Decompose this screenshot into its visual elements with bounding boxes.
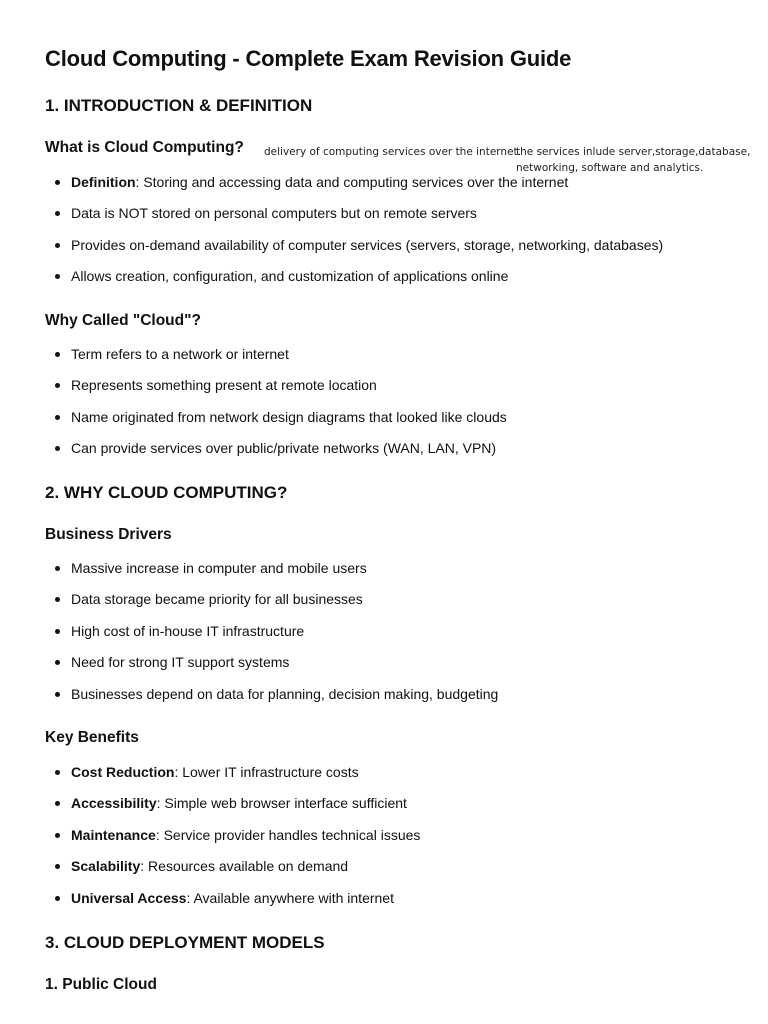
bullet-dot-icon: [55, 415, 60, 420]
list-item: [0, 793, 420, 824]
list-item: [0, 888, 420, 919]
bullet-dot-icon: [55, 383, 60, 388]
item-text: Data is NOT stored on personal computers but on remote servers: [71, 205, 477, 222]
term-label: Scalability: [71, 858, 141, 875]
term-label: Universal Access: [71, 889, 187, 906]
bullet-dot-icon: [55, 566, 60, 571]
handwritten-note-services-line-1: the services inlude server,storage,database,: [516, 146, 751, 158]
list-item: [0, 825, 420, 856]
bullet-dot-icon: [55, 833, 60, 838]
list-item: [0, 407, 507, 438]
item-text: Name originated from network design diagrams that looked like clouds: [71, 408, 507, 425]
item-text: : Storing and accessing data and computing services over the internet: [135, 174, 569, 190]
term-label: Accessibility: [71, 795, 157, 812]
subheading-why-called-cloud: Why Called "Cloud"?: [45, 312, 201, 329]
item-text: Massive increase in computer and mobile users: [71, 560, 367, 576]
list-item: [0, 203, 663, 234]
item-text: : Service provider handles technical issues: [155, 826, 421, 843]
item-text: Need for strong IT support systems: [71, 654, 290, 671]
bullet-dot-icon: [55, 211, 60, 216]
bullet-dot-icon: [55, 352, 60, 357]
list-item: [0, 762, 420, 793]
subheading-public-cloud: 1. Public Cloud: [45, 976, 157, 993]
item-text: : Resources available on demand: [140, 858, 349, 875]
bullet-dot-icon: [55, 629, 60, 634]
subheading-what-is-cloud-computing: What is Cloud Computing?: [45, 139, 244, 156]
list-item: [0, 438, 507, 469]
item-text: : Available anywhere with internet: [186, 889, 394, 906]
bullet-dot-icon: [55, 180, 60, 185]
list-item: [0, 235, 663, 266]
bullet-dot-icon: [55, 243, 60, 248]
list-key-benefits: [0, 762, 420, 919]
list-item: [0, 558, 498, 589]
item-text: Represents something present at remote location: [71, 377, 377, 394]
item-text: Provides on-demand availability of computer services (servers, storage, networking, databases): [71, 236, 664, 253]
list-item: [0, 684, 498, 715]
subheading-business-drivers: Business Drivers: [45, 526, 172, 543]
bullet-dot-icon: [55, 446, 60, 451]
bullet-dot-icon: [55, 896, 60, 901]
bullet-dot-icon: [55, 692, 60, 697]
document-title: Cloud Computing - Complete Exam Revision Guide: [45, 46, 572, 71]
section-heading-introduction: 1. INTRODUCTION & DEFINITION: [45, 96, 313, 115]
bullet-dot-icon: [55, 597, 60, 602]
handwritten-note-services-line-2: networking, software and analytics.: [516, 162, 704, 174]
item-text: High cost of in-house IT infrastructure: [71, 622, 305, 639]
list-item: [0, 589, 498, 620]
list-item: [0, 621, 498, 652]
list-item: [0, 856, 420, 887]
list-why-called-cloud: [0, 344, 507, 470]
term-label: Definition: [71, 174, 136, 190]
section-heading-why-cloud-computing: 2. WHY CLOUD COMPUTING?: [45, 483, 288, 502]
section-heading-deployment-models: 3. CLOUD DEPLOYMENT MODELS: [45, 933, 325, 952]
item-text: Businesses depend on data for planning, decision making, budgeting: [71, 685, 499, 702]
item-text: Term refers to a network or internet: [71, 346, 289, 362]
handwritten-note-definition: delivery of computing services over the internet.: [264, 146, 521, 158]
list-item: [0, 375, 507, 406]
bullet-dot-icon: [55, 864, 60, 869]
bullet-dot-icon: [55, 274, 60, 279]
item-text: : Lower IT infrastructure costs: [174, 764, 359, 780]
term-label: Cost Reduction: [71, 764, 175, 780]
list-what-is-cloud-computing: [0, 172, 663, 298]
item-text: Data storage became priority for all businesses: [71, 591, 363, 608]
list-item: [0, 652, 498, 683]
bullet-dot-icon: [55, 770, 60, 775]
list-item: [0, 344, 507, 375]
item-text: : Simple web browser interface sufficient: [156, 795, 407, 812]
subheading-key-benefits: Key Benefits: [45, 729, 139, 746]
list-item: [0, 266, 663, 297]
bullet-dot-icon: [55, 801, 60, 806]
list-business-drivers: [0, 558, 498, 715]
term-label: Maintenance: [71, 826, 156, 843]
bullet-dot-icon: [55, 660, 60, 665]
item-text: Can provide services over public/private networks (WAN, LAN, VPN): [71, 440, 497, 457]
list-item: [0, 172, 663, 203]
item-text: Allows creation, configuration, and customization of applications online: [71, 268, 509, 285]
